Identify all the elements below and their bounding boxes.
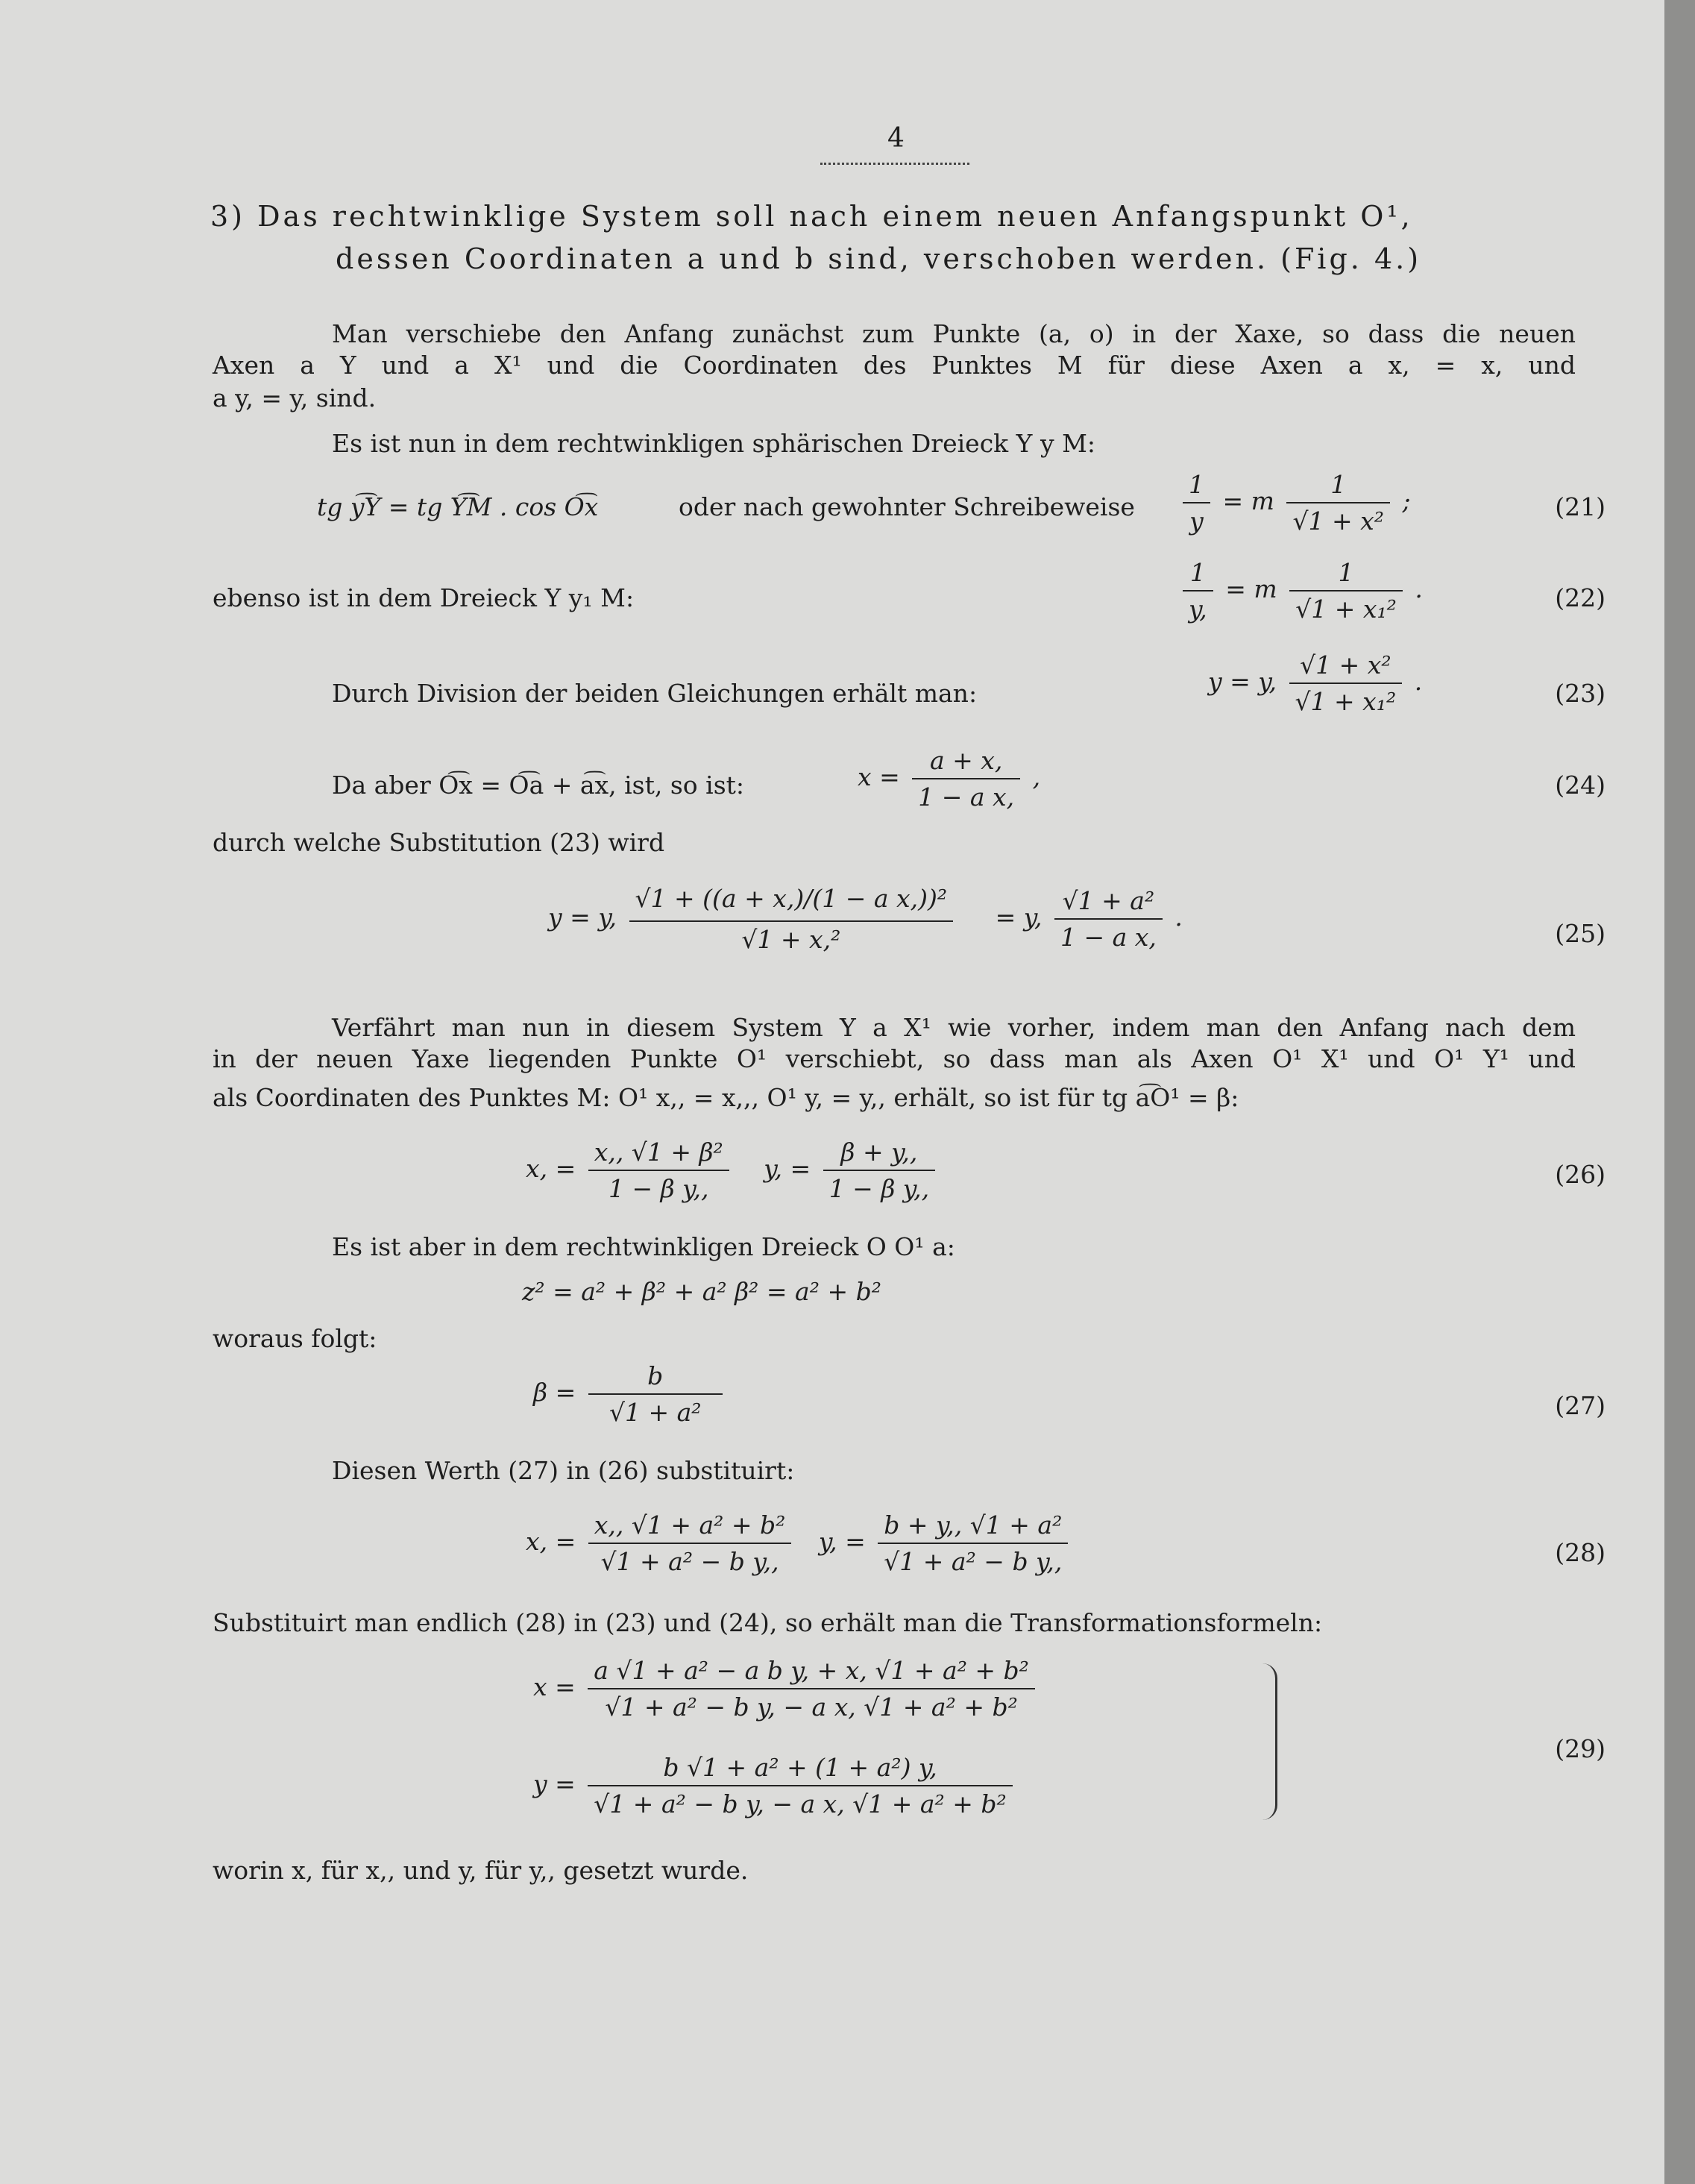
- eq-z: z² = a² + β² + a² β² = a² + b²: [522, 1277, 881, 1306]
- section-heading-line2: dessen Coordinaten a und b sind, verschoben werden. (Fig. 4.): [336, 242, 1422, 275]
- para4-line3: als Coordinaten des Punktes M: O¹ x,, = x,,, O¹ y, = y,, erhält, so ist für tg a͡O¹ = β:: [213, 1083, 1239, 1112]
- para7: Diesen Werth (27) in (26) substituirt:: [332, 1456, 795, 1485]
- eq28-label: (28): [1555, 1538, 1606, 1567]
- eq24-label: (24): [1555, 771, 1606, 800]
- eq27-label: (27): [1555, 1391, 1606, 1420]
- eq21-text: oder nach gewohnter Schreibeweise: [679, 492, 1135, 521]
- para1-line3: a y, = y, sind.: [213, 383, 377, 412]
- para2: Es ist nun in dem rechtwinkligen sphärischen Dreieck Y y M:: [332, 429, 1095, 458]
- eq21-left: tg y͡Y = tg Y͡M . cos O͡x: [317, 492, 599, 521]
- eq21-label: (21): [1555, 492, 1606, 521]
- header-ornament: [820, 157, 969, 165]
- eq26-formula: x, = $\frac{\text{x,, √1 + β²}}{\text{1 − β y,,}}$ y, = $\frac{\beta + y,,}{\text{1 − β y,,}}$: [526, 1138, 940, 1203]
- eq25-formula: y = y, $\frac{\text{√1 + ((a + x,)/(1 − a x,))²}}{\text{√1 + x,²}}$ = y, $\frac{\text{√1 + a²}}{\text{1 − a x,}}$ .: [548, 884, 1183, 954]
- eq24-formula: x = $\frac{a + x,}{\text{1 − a x,}}$ ,: [858, 746, 1041, 812]
- eq29-brace: [1253, 1663, 1277, 1820]
- eq28-formula: x, = $\frac{\text{x,, √1 + a² + b²}}{\text{√1 + a² − b y,,}}$ y, = $\frac{\text{b + y,, √1 + a²}}{\text{√1 + a² − b y,,}}$: [526, 1510, 1072, 1576]
- eq29-y: y = $\frac{\text{b √1 + a² + (1 + a²) y,}}{\text{√1 + a² − b y, − a x, √1 + a² + b²}}$: [533, 1753, 1017, 1819]
- eq23-label: (23): [1555, 679, 1606, 708]
- para5: Es ist aber in dem rechtwinkligen Dreieck O O¹ a:: [332, 1232, 955, 1261]
- eq29-x: x = $\frac{\text{a √1 + a² − a b y, + x, √1 + a² + b²}}{\text{√1 + a² − b y, − a x, √1 + a² + b²}}$: [533, 1656, 1040, 1722]
- eq23-text: Durch Division der beiden Gleichungen erhält man:: [332, 679, 978, 708]
- para9: worin x, für x,, und y, für y,, gesetzt wurde.: [213, 1856, 749, 1885]
- eq27-formula: β = $\frac{b}{\text{√1 + a²}}$: [533, 1361, 727, 1427]
- eq22-text: ebenso ist in dem Dreieck Y y₁ M:: [213, 583, 635, 612]
- eq23-formula: y = y, $\frac{\text{√1 + x²}}{\text{√1 + x₁²}}$ .: [1208, 650, 1423, 716]
- page-edge: [1664, 0, 1695, 2184]
- para8: Substituirt man endlich (28) in (23) und (24), so erhält man die Transformationsformeln:: [213, 1608, 1323, 1637]
- para1-line2: Axen a Y und a X¹ und die Coordinaten des Punktes M für diese Axen a x, = x, und: [213, 351, 1576, 380]
- para1-line1: Man verschiebe den Anfang zunächst zum Punkte (a, o) in der Xaxe, so dass die neuen: [332, 319, 1576, 348]
- eq29-label: (29): [1555, 1734, 1606, 1763]
- para6: woraus folgt:: [213, 1324, 377, 1353]
- para4-line2: in der neuen Yaxe liegenden Punkte O¹ verschiebt, so dass man als Axen O¹ X¹ und O¹ Y¹ und: [213, 1044, 1576, 1073]
- para3: durch welche Substitution (23) wird: [213, 828, 665, 857]
- para4-line1: Verfährt man nun in diesem System Y a X¹ wie vorher, indem man den Anfang nach dem: [332, 1013, 1576, 1042]
- section-heading-line1: 3) Das rechtwinklige System soll nach einem neuen Anfangspunkt O¹,: [210, 200, 1413, 233]
- page-number: 4: [887, 123, 905, 154]
- eq22-label: (22): [1555, 583, 1606, 612]
- eq26-label: (26): [1555, 1160, 1606, 1189]
- eq22-formula: $\frac{1}{y,}$ = m $\frac{1}{\text{√1 + x₁²}}$ .: [1178, 558, 1423, 624]
- eq24-text: Da aber O͡x = O͡a + a͡x, ist, so ist:: [332, 771, 745, 800]
- eq21-formula: $\frac{1}{y}$ = m $\frac{1}{\text{√1 + x²}}$ ;: [1178, 470, 1411, 536]
- eq25-label: (25): [1555, 919, 1606, 948]
